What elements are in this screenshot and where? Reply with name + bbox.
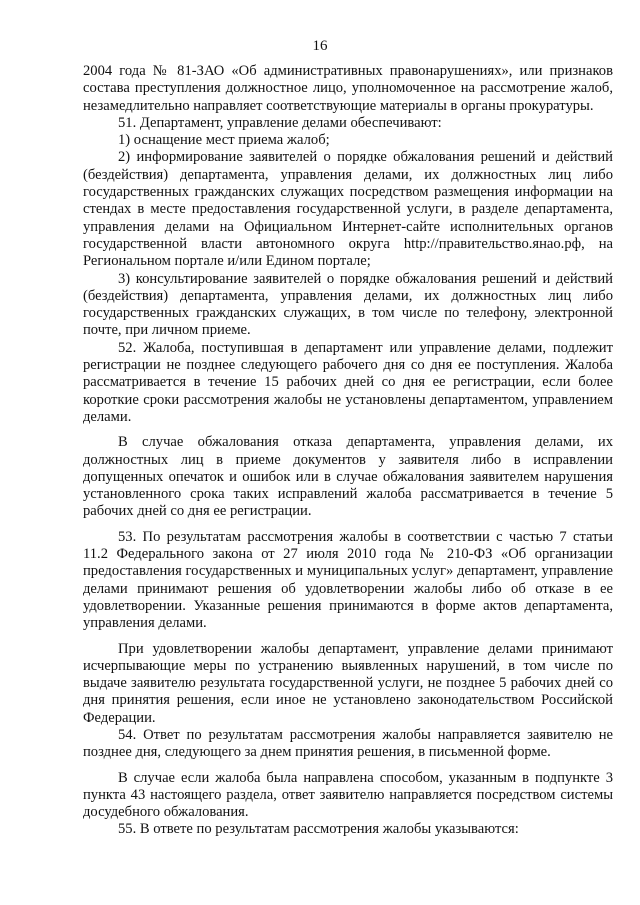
paragraph-continuation: 2004 года № 81-ЗАО «Об административных правонарушениях», или признаков состава преступления должностное лицо, уполномоченное на рассмотрение жалоб, незамедлительно направляет соответствующие материалы в органы прокуратуры. <box>83 63 613 114</box>
paragraph-51-item-2: 2) информирование заявителей о порядке обжалования решений и действий (бездействия) департамента, управления делами, их должностных лиц либо государственных гражданских служащих посредством размещения информации на стендах в месте предоставления государственной услуги, в разделе департамента, управления делами на Официальном Интернет-сайте исполнительных органов государственной власти автономного округа http://правительство.янао.рф, на Региональном портале и/или Едином портале; <box>83 149 613 270</box>
paragraph-53: 53. По результатам рассмотрения жалобы в соответствии с частью 7 статьи 11.2 Федерального закона от 27 июля 2010 года № 210-ФЗ «Об организации предоставления государственных и муниципальных услуг» департамент, управление делами принимают решения об удовлетворении жалобы либо об отказе в ее удовлетворении. Указанные решения принимаются в форме актов департамента, управления делами. <box>83 528 613 632</box>
paragraph-54-continued: В случае если жалоба была направлена способом, указанным в подпункте 3 пункта 43 настоящего раздела, ответ заявителю направляется посредством системы досудебного обжалования. <box>83 769 613 821</box>
paragraph-55: 55. В ответе по результатам рассмотрения жалобы указываются: <box>118 821 519 838</box>
paragraph-51: 51. Департамент, управление делами обеспечивают: <box>118 114 442 131</box>
paragraph-51-item-3: 3) консультирование заявителей о порядке обжалования решений и действий (бездействия) департамента, управления делами, их должностных лиц либо государственных гражданских служащих, в том числе по телефону, электронной почте, при личном приеме. <box>83 270 613 339</box>
page-number: 16 <box>312 38 328 54</box>
paragraph-52: 52. Жалоба, поступившая в департамент или управление делами, подлежит регистрации не позднее следующего рабочего дня со дня ее поступления. Жалоба рассматривается в течение 15 рабочих дней со дня ее регистрации, если более короткие сроки рассмотрения жалобы не установлены департаментом, управлением делами. <box>83 339 613 425</box>
paragraph-51-item-1: 1) оснащение мест приема жалоб; <box>118 132 330 149</box>
paragraph-52-continued: В случае обжалования отказа департамента, управления делами, их должностных лиц в приеме документов у заявителя либо в исправлении допущенных опечаток и ошибок или в случае обжалования заявителем нарушения установленного срока таких исправлений жалоба рассматривается в течение 5 рабочих дней со дня ее регистрации. <box>83 434 613 520</box>
paragraph-53-continued: При удовлетворении жалобы департамент, управление делами принимают исчерпывающие меры по устранению выявленных нарушений, в том числе по выдаче заявителю результата государственной услуги, не позднее 5 рабочих дней со дня принятия решения, если иное не установлено законодательством Российской Федерации. <box>83 640 613 726</box>
paragraph-54: 54. Ответ по результатам рассмотрения жалобы направляется заявителю не позднее дня, следующего за днем принятия решения, в письменной форме. <box>83 726 613 761</box>
document-body <box>83 63 613 839</box>
